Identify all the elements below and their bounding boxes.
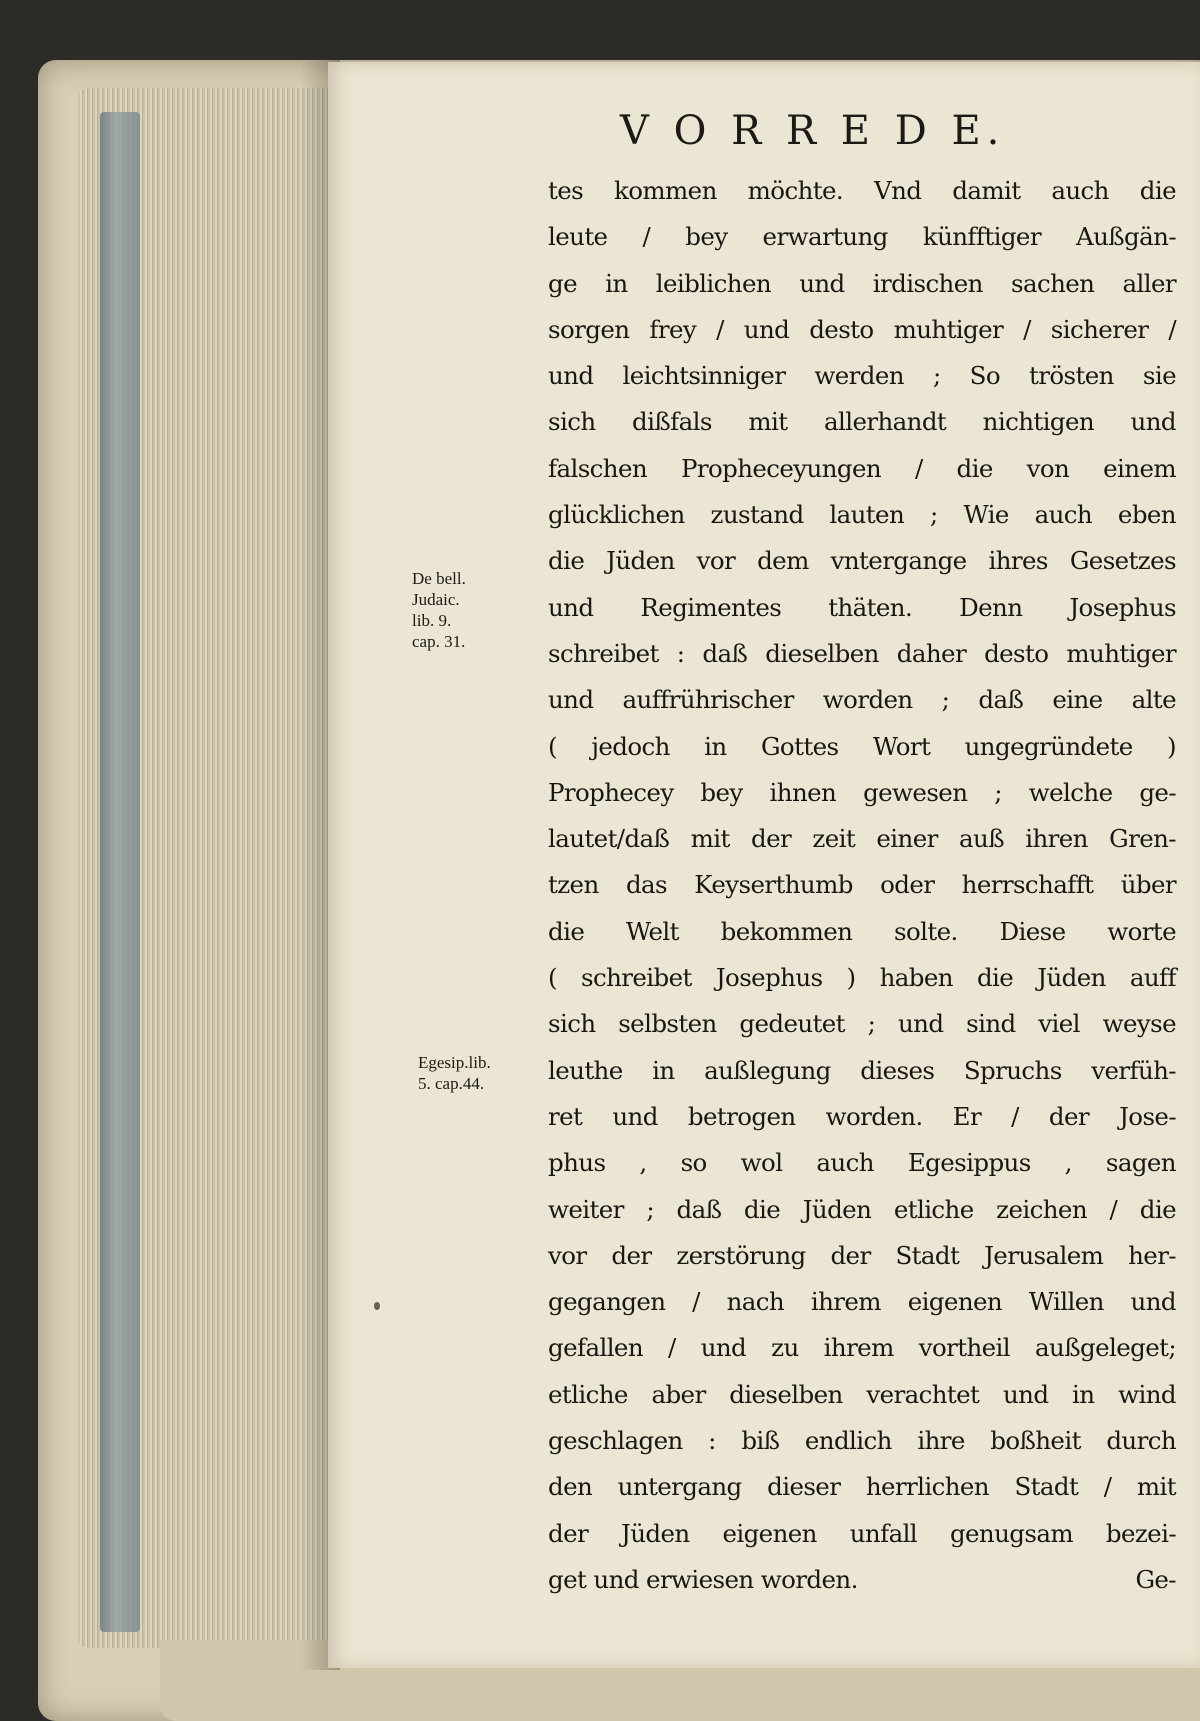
text-line: falschen Propheceyungen / die von einem (548, 453, 1176, 483)
catchword: Ge- (1135, 1564, 1176, 1594)
text-line-last (548, 1557, 1176, 1603)
margin-note-line: Egesip.lib. (418, 1053, 491, 1072)
text-line: etliche aber dieselben verachtet und in wind (548, 1379, 1176, 1409)
text-line: und auffrührischer worden ; daß eine alte (548, 685, 1176, 715)
margin-note-line: cap. 31. (412, 632, 466, 651)
margin-note-line: lib. 9. (412, 611, 452, 630)
page-edge (100, 112, 140, 1632)
margin-note-line: De bell. (412, 569, 466, 588)
text-line: ret und betrogen worden. Er / der Jose- (548, 1101, 1176, 1131)
text-line: ( jedoch in Gottes Wort ungegründete ) (548, 731, 1176, 761)
text-line: leuthe in außlegung dieses Spruchs verfüh- (548, 1055, 1176, 1085)
text-line: sorgen frey / und desto muhtiger / sicherer / (548, 314, 1176, 344)
text-line: schreibet : daß dieselben daher desto muhtiger (548, 638, 1176, 668)
text-line-final: get und erwiesen worden. (548, 1564, 858, 1594)
text-line: die Welt bekommen solte. Diese worte (548, 916, 1176, 946)
ink-spot (374, 1302, 380, 1310)
text-line: geschlagen : biß endlich ihre boßheit durch (548, 1426, 1176, 1456)
text-line: tzen das Keyserthumb oder herrschafft über (548, 870, 1176, 900)
text-line: leute / bey erwartung künfftiger Außgän- (548, 222, 1176, 252)
text-line: die Jüden vor dem vntergange ihres Gesetzes (548, 546, 1176, 576)
text-line: gefallen / und zu ihrem vortheil außgeleget; (548, 1333, 1176, 1363)
text-line: ge in leiblichen und irdischen sachen aller (548, 268, 1176, 298)
text-line: Prophecey bey ihnen gewesen ; welche ge- (548, 777, 1176, 807)
margin-note-de-bell (412, 568, 466, 652)
text-line: lautet/daß mit der zeit einer auß ihren Gren- (548, 824, 1176, 854)
margin-note-line: 5. cap.44. (418, 1074, 485, 1093)
text-line: sich selbsten gedeutet ; und sind viel weyse (548, 1009, 1176, 1039)
text-line: den untergang dieser herrlichen Stadt / mit (548, 1472, 1176, 1502)
text-line: weiter ; daß die Jüden etliche zeichen / die (548, 1194, 1176, 1224)
running-head: V O R R E D E. (620, 108, 1006, 154)
text-line: der Jüden eigenen unfall genugsam bezei- (548, 1518, 1176, 1548)
margin-note-egesip (418, 1052, 491, 1094)
text-line: phus , so wol auch Egesippus , sagen (548, 1148, 1176, 1178)
text-line: glücklichen zustand lauten ; Wie auch eben (548, 500, 1176, 530)
text-line: ( schreibet Josephus ) haben die Jüden auff (548, 963, 1176, 993)
text-line: und leichtsinniger werden ; So trösten sie (548, 361, 1176, 391)
body-text (548, 168, 1176, 1603)
text-line: und Regimentes thäten. Denn Josephus (548, 592, 1176, 622)
text-line: vor der zerstörung der Stadt Jerusalem her- (548, 1240, 1176, 1270)
text-line: sich dißfals mit allerhandt nichtigen und (548, 407, 1176, 437)
text-line: gegangen / nach ihrem eigenen Willen und (548, 1287, 1176, 1317)
margin-note-line: Judaic. (412, 590, 460, 609)
text-line: tes kommen möchte. Vnd damit auch die (548, 176, 1176, 205)
